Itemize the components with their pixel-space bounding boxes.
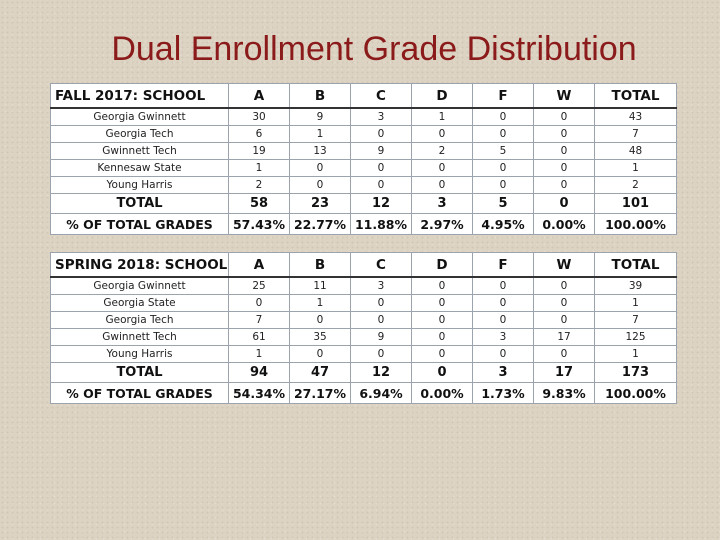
table-row bbox=[51, 108, 677, 126]
table-cell: 2.97% bbox=[412, 214, 473, 235]
table-cell: TOTAL bbox=[595, 253, 677, 278]
spring-2018-grade-table bbox=[50, 252, 677, 404]
table-cell: 0 bbox=[473, 346, 534, 363]
table-cell: 0 bbox=[412, 346, 473, 363]
table-cell: 0 bbox=[534, 108, 595, 126]
table-cell: 0 bbox=[290, 346, 351, 363]
table-cell: 0 bbox=[473, 277, 534, 295]
header-row bbox=[51, 84, 677, 109]
table-cell: 0 bbox=[534, 346, 595, 363]
table-cell: 2 bbox=[412, 143, 473, 160]
table-cell: 17 bbox=[534, 329, 595, 346]
table-cell: D bbox=[412, 253, 473, 278]
row-label: TOTAL bbox=[51, 363, 229, 383]
table-cell: 0 bbox=[412, 312, 473, 329]
table-cell: D bbox=[412, 84, 473, 109]
row-label: Young Harris bbox=[51, 177, 229, 194]
table-cell: 1 bbox=[595, 346, 677, 363]
total-row bbox=[51, 363, 677, 383]
row-label: Gwinnett Tech bbox=[51, 143, 229, 160]
table-cell: 57.43% bbox=[229, 214, 290, 235]
table-cell: 61 bbox=[229, 329, 290, 346]
table-cell: 0 bbox=[473, 126, 534, 143]
table-cell: 11.88% bbox=[351, 214, 412, 235]
table-cell: TOTAL bbox=[595, 84, 677, 109]
table-cell: F bbox=[473, 84, 534, 109]
table-cell: 35 bbox=[290, 329, 351, 346]
row-label: Georgia Tech bbox=[51, 312, 229, 329]
table-cell: 125 bbox=[595, 329, 677, 346]
table-cell: 1.73% bbox=[473, 383, 534, 404]
table-cell: 58 bbox=[229, 194, 290, 214]
table-row bbox=[51, 277, 677, 295]
table-cell: B bbox=[290, 84, 351, 109]
table-cell: 12 bbox=[351, 194, 412, 214]
table-cell: 0 bbox=[534, 177, 595, 194]
table-cell: 0.00% bbox=[412, 383, 473, 404]
table-row bbox=[51, 143, 677, 160]
fall-2017-grade-table bbox=[50, 83, 677, 235]
table-cell: 0 bbox=[412, 329, 473, 346]
table-cell: 2 bbox=[595, 177, 677, 194]
table-cell: 27.17% bbox=[290, 383, 351, 404]
row-label: Gwinnett Tech bbox=[51, 329, 229, 346]
table-cell: 1 bbox=[595, 295, 677, 312]
table-cell: 0 bbox=[473, 108, 534, 126]
table-cell: 2 bbox=[229, 177, 290, 194]
table-cell: 7 bbox=[229, 312, 290, 329]
table-row bbox=[51, 126, 677, 143]
table-cell: 3 bbox=[473, 329, 534, 346]
table-cell: 25 bbox=[229, 277, 290, 295]
table-row bbox=[51, 312, 677, 329]
table-cell: 1 bbox=[229, 346, 290, 363]
table-cell: 0 bbox=[351, 160, 412, 177]
percent-row bbox=[51, 383, 677, 404]
percent-row bbox=[51, 214, 677, 235]
table-cell: 100.00% bbox=[595, 383, 677, 404]
table-cell: 3 bbox=[351, 108, 412, 126]
table-cell: 9.83% bbox=[534, 383, 595, 404]
table-cell: 0 bbox=[534, 277, 595, 295]
table-cell: 0 bbox=[473, 177, 534, 194]
table-cell: 100.00% bbox=[595, 214, 677, 235]
table-cell: 0 bbox=[290, 312, 351, 329]
table-cell: 13 bbox=[290, 143, 351, 160]
table-cell: 0 bbox=[534, 312, 595, 329]
table-row bbox=[51, 329, 677, 346]
page-title: Dual Enrollment Grade Distribution bbox=[111, 30, 637, 68]
table-cell: 0 bbox=[412, 126, 473, 143]
table-cell: 6.94% bbox=[351, 383, 412, 404]
table-cell: 0 bbox=[412, 160, 473, 177]
table-cell: A bbox=[229, 253, 290, 278]
table-cell: 0 bbox=[229, 295, 290, 312]
row-label: Georgia Gwinnett bbox=[51, 108, 229, 126]
table-row bbox=[51, 346, 677, 363]
table-cell: 0 bbox=[351, 295, 412, 312]
table-cell: 22.77% bbox=[290, 214, 351, 235]
table-cell: 0 bbox=[534, 194, 595, 214]
table-cell: 9 bbox=[290, 108, 351, 126]
table-cell: 101 bbox=[595, 194, 677, 214]
table-cell: 0 bbox=[534, 160, 595, 177]
table-cell: 17 bbox=[534, 363, 595, 383]
table-cell: 5 bbox=[473, 194, 534, 214]
table-row bbox=[51, 295, 677, 312]
row-label: Young Harris bbox=[51, 346, 229, 363]
table-cell: 6 bbox=[229, 126, 290, 143]
table-cell: F bbox=[473, 253, 534, 278]
table-cell: 3 bbox=[473, 363, 534, 383]
table-cell: 3 bbox=[412, 194, 473, 214]
table-cell: 0 bbox=[412, 277, 473, 295]
table-cell: 0 bbox=[412, 177, 473, 194]
table-cell: C bbox=[351, 84, 412, 109]
table-cell: 43 bbox=[595, 108, 677, 126]
table-cell: 0 bbox=[534, 126, 595, 143]
table-cell: 54.34% bbox=[229, 383, 290, 404]
table-cell: 19 bbox=[229, 143, 290, 160]
row-label: Kennesaw State bbox=[51, 160, 229, 177]
table-cell: 1 bbox=[290, 126, 351, 143]
row-label: TOTAL bbox=[51, 194, 229, 214]
table-cell: 1 bbox=[595, 160, 677, 177]
table-cell: 0 bbox=[473, 312, 534, 329]
row-label: SPRING 2018: SCHOOL bbox=[51, 253, 229, 278]
table-row bbox=[51, 177, 677, 194]
table-cell: 0 bbox=[351, 126, 412, 143]
table-cell: 0 bbox=[290, 177, 351, 194]
table-cell: 39 bbox=[595, 277, 677, 295]
table-cell: 0 bbox=[351, 312, 412, 329]
table-cell: C bbox=[351, 253, 412, 278]
table-cell: 11 bbox=[290, 277, 351, 295]
table-cell: 1 bbox=[412, 108, 473, 126]
table-cell: 9 bbox=[351, 329, 412, 346]
table-cell: 0 bbox=[351, 346, 412, 363]
row-label: Georgia Tech bbox=[51, 126, 229, 143]
total-row bbox=[51, 194, 677, 214]
table-cell: W bbox=[534, 253, 595, 278]
table-cell: 30 bbox=[229, 108, 290, 126]
table-cell: 23 bbox=[290, 194, 351, 214]
table-cell: 173 bbox=[595, 363, 677, 383]
table-cell: 0 bbox=[534, 295, 595, 312]
table-cell: 7 bbox=[595, 126, 677, 143]
table-cell: 94 bbox=[229, 363, 290, 383]
table-cell: 7 bbox=[595, 312, 677, 329]
table-cell: W bbox=[534, 84, 595, 109]
table-cell: 5 bbox=[473, 143, 534, 160]
row-label: FALL 2017: SCHOOL bbox=[51, 84, 229, 109]
table-cell: B bbox=[290, 253, 351, 278]
table-cell: A bbox=[229, 84, 290, 109]
row-label: Georgia State bbox=[51, 295, 229, 312]
table-cell: 0 bbox=[351, 177, 412, 194]
table-row bbox=[51, 160, 677, 177]
table-cell: 3 bbox=[351, 277, 412, 295]
table-cell: 0 bbox=[473, 160, 534, 177]
table-cell: 0 bbox=[290, 160, 351, 177]
table-cell: 0 bbox=[412, 295, 473, 312]
row-label: % OF TOTAL GRADES bbox=[51, 383, 229, 404]
header-row bbox=[51, 253, 677, 278]
table-cell: 1 bbox=[290, 295, 351, 312]
table-cell: 0 bbox=[534, 143, 595, 160]
table-cell: 0 bbox=[412, 363, 473, 383]
row-label: Georgia Gwinnett bbox=[51, 277, 229, 295]
row-label: % OF TOTAL GRADES bbox=[51, 214, 229, 235]
table-cell: 47 bbox=[290, 363, 351, 383]
table-cell: 48 bbox=[595, 143, 677, 160]
table-cell: 9 bbox=[351, 143, 412, 160]
table-cell: 1 bbox=[229, 160, 290, 177]
table-cell: 12 bbox=[351, 363, 412, 383]
table-cell: 0 bbox=[473, 295, 534, 312]
table-cell: 0.00% bbox=[534, 214, 595, 235]
table-cell: 4.95% bbox=[473, 214, 534, 235]
